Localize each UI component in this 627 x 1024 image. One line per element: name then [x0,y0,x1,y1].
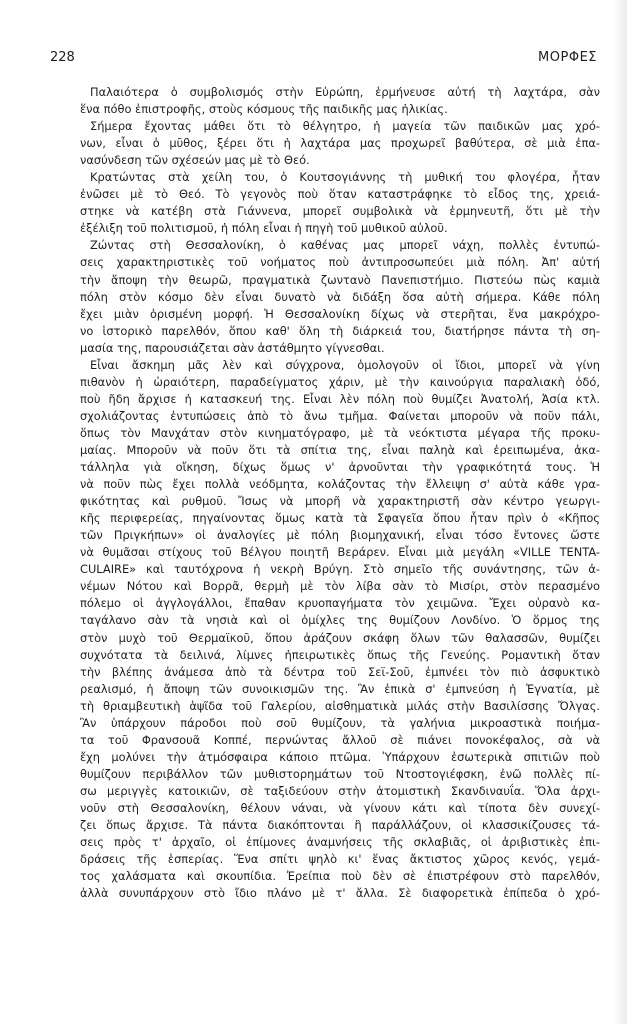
text-line: τὴν βλέπης ἀνάμεσα ἀπὸ τὰ δέντρα τοῦ Σεϊ-Σοῦ, ἐμπνέει τὸν πιὸ ἀσφυκτικὸ [80,664,600,679]
text-line: δράσεις τῆς ἑσπερίας. Ἕνα σπίτι ψηλὸ κι' ἕνας ἄκτιστος χῶρος κενός, γεμά- [80,852,600,867]
text-line: τα τοῦ Φρανσουᾶ Κοππέ, περνώντας ἄλλοῦ σὲ πιάνει πονοκέφαλος, σὰ νὰ [80,732,600,747]
text-line: ἀλλὰ συνυπάρχουν στὸ ἴδιο πλάνο μὲ τ' ἄλλα. Σὲ διαφορετικὰ ἐπίπεδα ὁ χρό- [80,886,600,901]
text-line: νοῦν στὴ Θεσσαλονίκη, θέλουν νάναι, νὰ γίνουν κάτι καὶ τίποτα δὲν συνεχί- [80,800,600,815]
text-line: ἔχει μιὰν ὁρισμένη μορφή. Ἡ Θεσσαλονίκη δίχως νὰ στερῆται, ἕνα μακρόχρο- [80,306,600,321]
text-line: νων, εἶναι ὁ μῦθος, ξέρει ὅτι ἡ λαχτάρα μας προχωρεῖ βαθύτερα, σὲ μιὰ ἐπα- [80,136,600,151]
text-line: ρεαλισμό, ἡ ἄποψη τῶν συνοικισμῶν της. Ἂν ἐπικὰ σ' ἐμπνεύση ἡ Ἐγνατία, μὲ [80,681,600,696]
text-line: νέμων Νότου καὶ Βορρᾶ, θερμὴ μὲ τὸν λίβα σὰν τὸ Μισίρι, στὸν περασμένο [80,579,600,594]
text-line: πόλεμο οἱ ἀγγλογάλλοι, ἔπαθαν κρυοπαγήματα τὸν χειμῶνα. Ἔχει οὐρανὸ κα- [80,596,600,611]
text-line: Ζώντας στὴ Θεσσαλονίκη, ὁ καθένας μας μπορεῖ νάχη, πολλὲς ἐντυπώ- [90,238,600,253]
text-line: ταγάλανο σὰν τὰ νησιὰ καὶ οἱ ὁμίχλες της θυμίζουν Λονδίνο. Ὁ ὅρμος της [80,613,600,628]
text-line: νο ἱστορικὸ παρελθόν, ὅπου καθ' ὅλη τὴ διάρκειά του, διατήρησε πάντα τὴ ση- [80,323,600,338]
page-edge-shadow [613,0,627,1024]
text-line: σχολιάζοντας ἐντυπώσεις ἀπὸ τὸ ἄνω τμῆμα. Φαίνεται μποροῦν νὰ ποῦν πάλι, [80,408,600,423]
text-line: μαίας. Μποροῦν νὰ ποῦν ὅτι τὰ σπίτια της, εἶναι παληὰ καὶ ἐρειπωμένα, ἀκα- [80,442,600,457]
text-line: τὴ θριαμβευτικὴ ἁψῖδα τοῦ Γαλερίου, αἰσθηματικὰ μιλάς στὴν Βασιλίσσης Ὄλγας. [80,698,600,713]
page-number: 228 [50,50,75,65]
text-line: μασία της, παρουσιάζεται σὰν ἀστάθμητο γίγνεσθαι. [80,340,385,355]
page-header [50,50,597,70]
text-line: ὅπως τὸν Μανχάταν στὸν κινηματόγραφο, μὲ τὰ νεόκτιστα μέγαρα τῆς προκυ- [80,425,600,440]
text-line: τὴν ἄποψη τὴν θεωρῶ, πραγματικὰ ζωντανὸ Πανεπιστήμιο. Πιστεύω πὼς καμιὰ [80,272,600,287]
text-line: στηκε νὰ κατέβη στὰ Γιάννενα, μπορεῖ συμβολικὰ νὰ ἑρμηνευτῆ, ὅτι μὲ τὴν [80,204,600,219]
text-line: Παλαιότερα ὁ συμβολισμός στὴν Εὐρώπη, ἑρμήνευσε αὐτή τὴ λαχτάρα, σὰν [90,85,600,99]
text-line: τῶν Πριγκήπων» οἱ ἀναλογίες μὲ πόλη βιομηχανική, εἶναι τόσο ἔντονες ὥστε [80,528,600,543]
text-line: νὰ θυμᾶσαι στίχους τοῦ Βέλγου ποιητῆ Βεράρεν. Εἶναι μιὰ μεγάλη «VILLE TENTA- [80,545,600,560]
text-line: φικότητας καὶ ρυθμοῦ. Ἴσως νὰ μπορῆ νὰ χαρακτηριστῆ σὰν κέντρο γεωργι- [80,494,600,509]
text-line: σεις χαρακτηριστικὲς τοῦ νοήματος ποὺ ἀντιπροσωπεύει μιὰ πόλη. Ἀπ' αὐτή [80,255,600,270]
text-line: πόλη στὸν κόσμο δὲν εἶναι δυνατὸ νὰ διδάξη ὅσα αὐτὴ σήμερα. Κάθε πόλη [80,289,600,304]
text-line: στὸν μυχὸ τοῦ Θερμαϊκοῦ, ὅπου ἀράζουν σκάφη ὅλων τῶν θαλασσῶν, θυμίζει [80,630,600,645]
text-line: συχνότατα τὰ δειλινά, λίμνες ἠπειρωτικὲς ὅπως τῆς Γενεύης. Ρομαντικὴ ὅταν [80,647,600,662]
text-line: σεις πρὸς τ' ἀρχαῖο, οἱ ἐπίμονες ἀναμνήσεις τῆς σκλαβιᾶς, οἱ ἀριβιστικὲς ἐπι- [80,835,600,850]
text-line: τος χαλάσματα καὶ σκουπίδια. Ἐρείπια ποὺ δὲν σὲ ἐπιστρέφουν στὸ παρελθόν, [80,869,600,884]
text-line: ἔχη μολύνει τὴν ἀτμόσφαιρα κάποιο πτῶμα. Ὑπάρχουν ἐσωτερικὰ σπιτιῶν ποὺ [80,749,600,764]
text-line: Εἶναι ἄσκημη μᾶς λὲν καὶ σύγχρονα, ὁμολογοῦν οἱ ἴδιοι, μπορεῖ νὰ γίνη [90,357,600,372]
text-line: ζει ὅπως ἄρχισε. Τὰ πάντα διακόπτονται ἢ παράλλάζουν, οἱ κλασσικίζουσες τά- [80,818,600,833]
text-line: ἐξέλιξη τοῦ πολιτισμοῦ, ἡ πόλη εἶναι ἡ πηγὴ τοῦ μυθικοῦ αὐλοῦ. [80,221,448,236]
text-line: ἐνῶσει μὲ τὸ Θεό. Τὸ γεγονὸς ποὺ ὅταν καταστράφηκε τὸ εἶδος της, χρειά- [80,187,600,202]
text-line: Ἂν ὑπάρχουν πάροδοι ποὺ σοῦ θυμίζουν, τὰ γαλήνια μικροαστικὰ ποιήμα- [80,715,600,730]
text-line: CULAIRE» καὶ ταυτόχρονα ἡ νεκρὴ Βρύγη. Στὸ σημεῖο τῆς συνάντησης, τῶν ἀ- [80,562,600,577]
text-line: ποὺ ἤδη ἄρχισε ἡ κατασκευή της. Εἶναι λὲν πόλη ποὺ θυμίζει Ἀνατολή, Ἀσία κτλ. [80,391,600,406]
text-line: ἕνα πόθο ἐπιστροφῆς, στοὺς κόσμους τῆς παιδικῆς μας ἡλικίας. [80,102,448,117]
text-line: κῆς περιφερείας, πηγαίνοντας ὅμως κατὰ τὰ Σφαγεῖα ὅπου ἦταν πρὶν ὁ «Κῆπος [80,511,600,526]
body-text [80,84,600,902]
text-line: τάλληλα γιὰ οἴκηση, δίχως ὅμως ν' ἀρνοῦνται τὴν γραφικότητά τους. Ἡ [80,460,600,475]
text-line: νασύνδεση τῶν σχέσεών μας μὲ τὸ Θεό. [80,153,310,168]
text-line: νὰ ποῦν πὼς ἔχει πολλὰ νεόδμητα, κολάζοντας τὴν ἔλλειψη σ' αὐτὰ κάθε γρα- [80,477,600,492]
text-line: Σήμερα ἔχοντας μάθει ὅτι τὸ θέλγητρο, ἡ μαγεία τῶν παιδικῶν μας χρό- [90,119,600,134]
text-line: Κρατώντας στὰ χείλη του, ὁ Κουτσογιάννης τὴ μυθική του φλογέρα, ἦταν [90,170,600,185]
running-head: ΜΟΡΦΕΣ [538,50,597,65]
text-line: θυμίζουν περιβάλλον τῶν μυθιστορημάτων τοῦ Ντοστογιέφσκη, ἐνῶ πολλὲς πί- [80,766,600,781]
text-line: πιθανὸν ἡ ὡραιότερη, παραδείγματος χάριν, μὲ τὴν καινούργια παραλιακὴ ὁδό, [80,374,600,389]
text-line: σω μεριγγὲς κατοικιῶν, σὲ ταξιδεύουν στὴν ἀτομιστικὴ Σκανδιναυΐα. Ὅλα ἀρχι- [80,783,600,798]
